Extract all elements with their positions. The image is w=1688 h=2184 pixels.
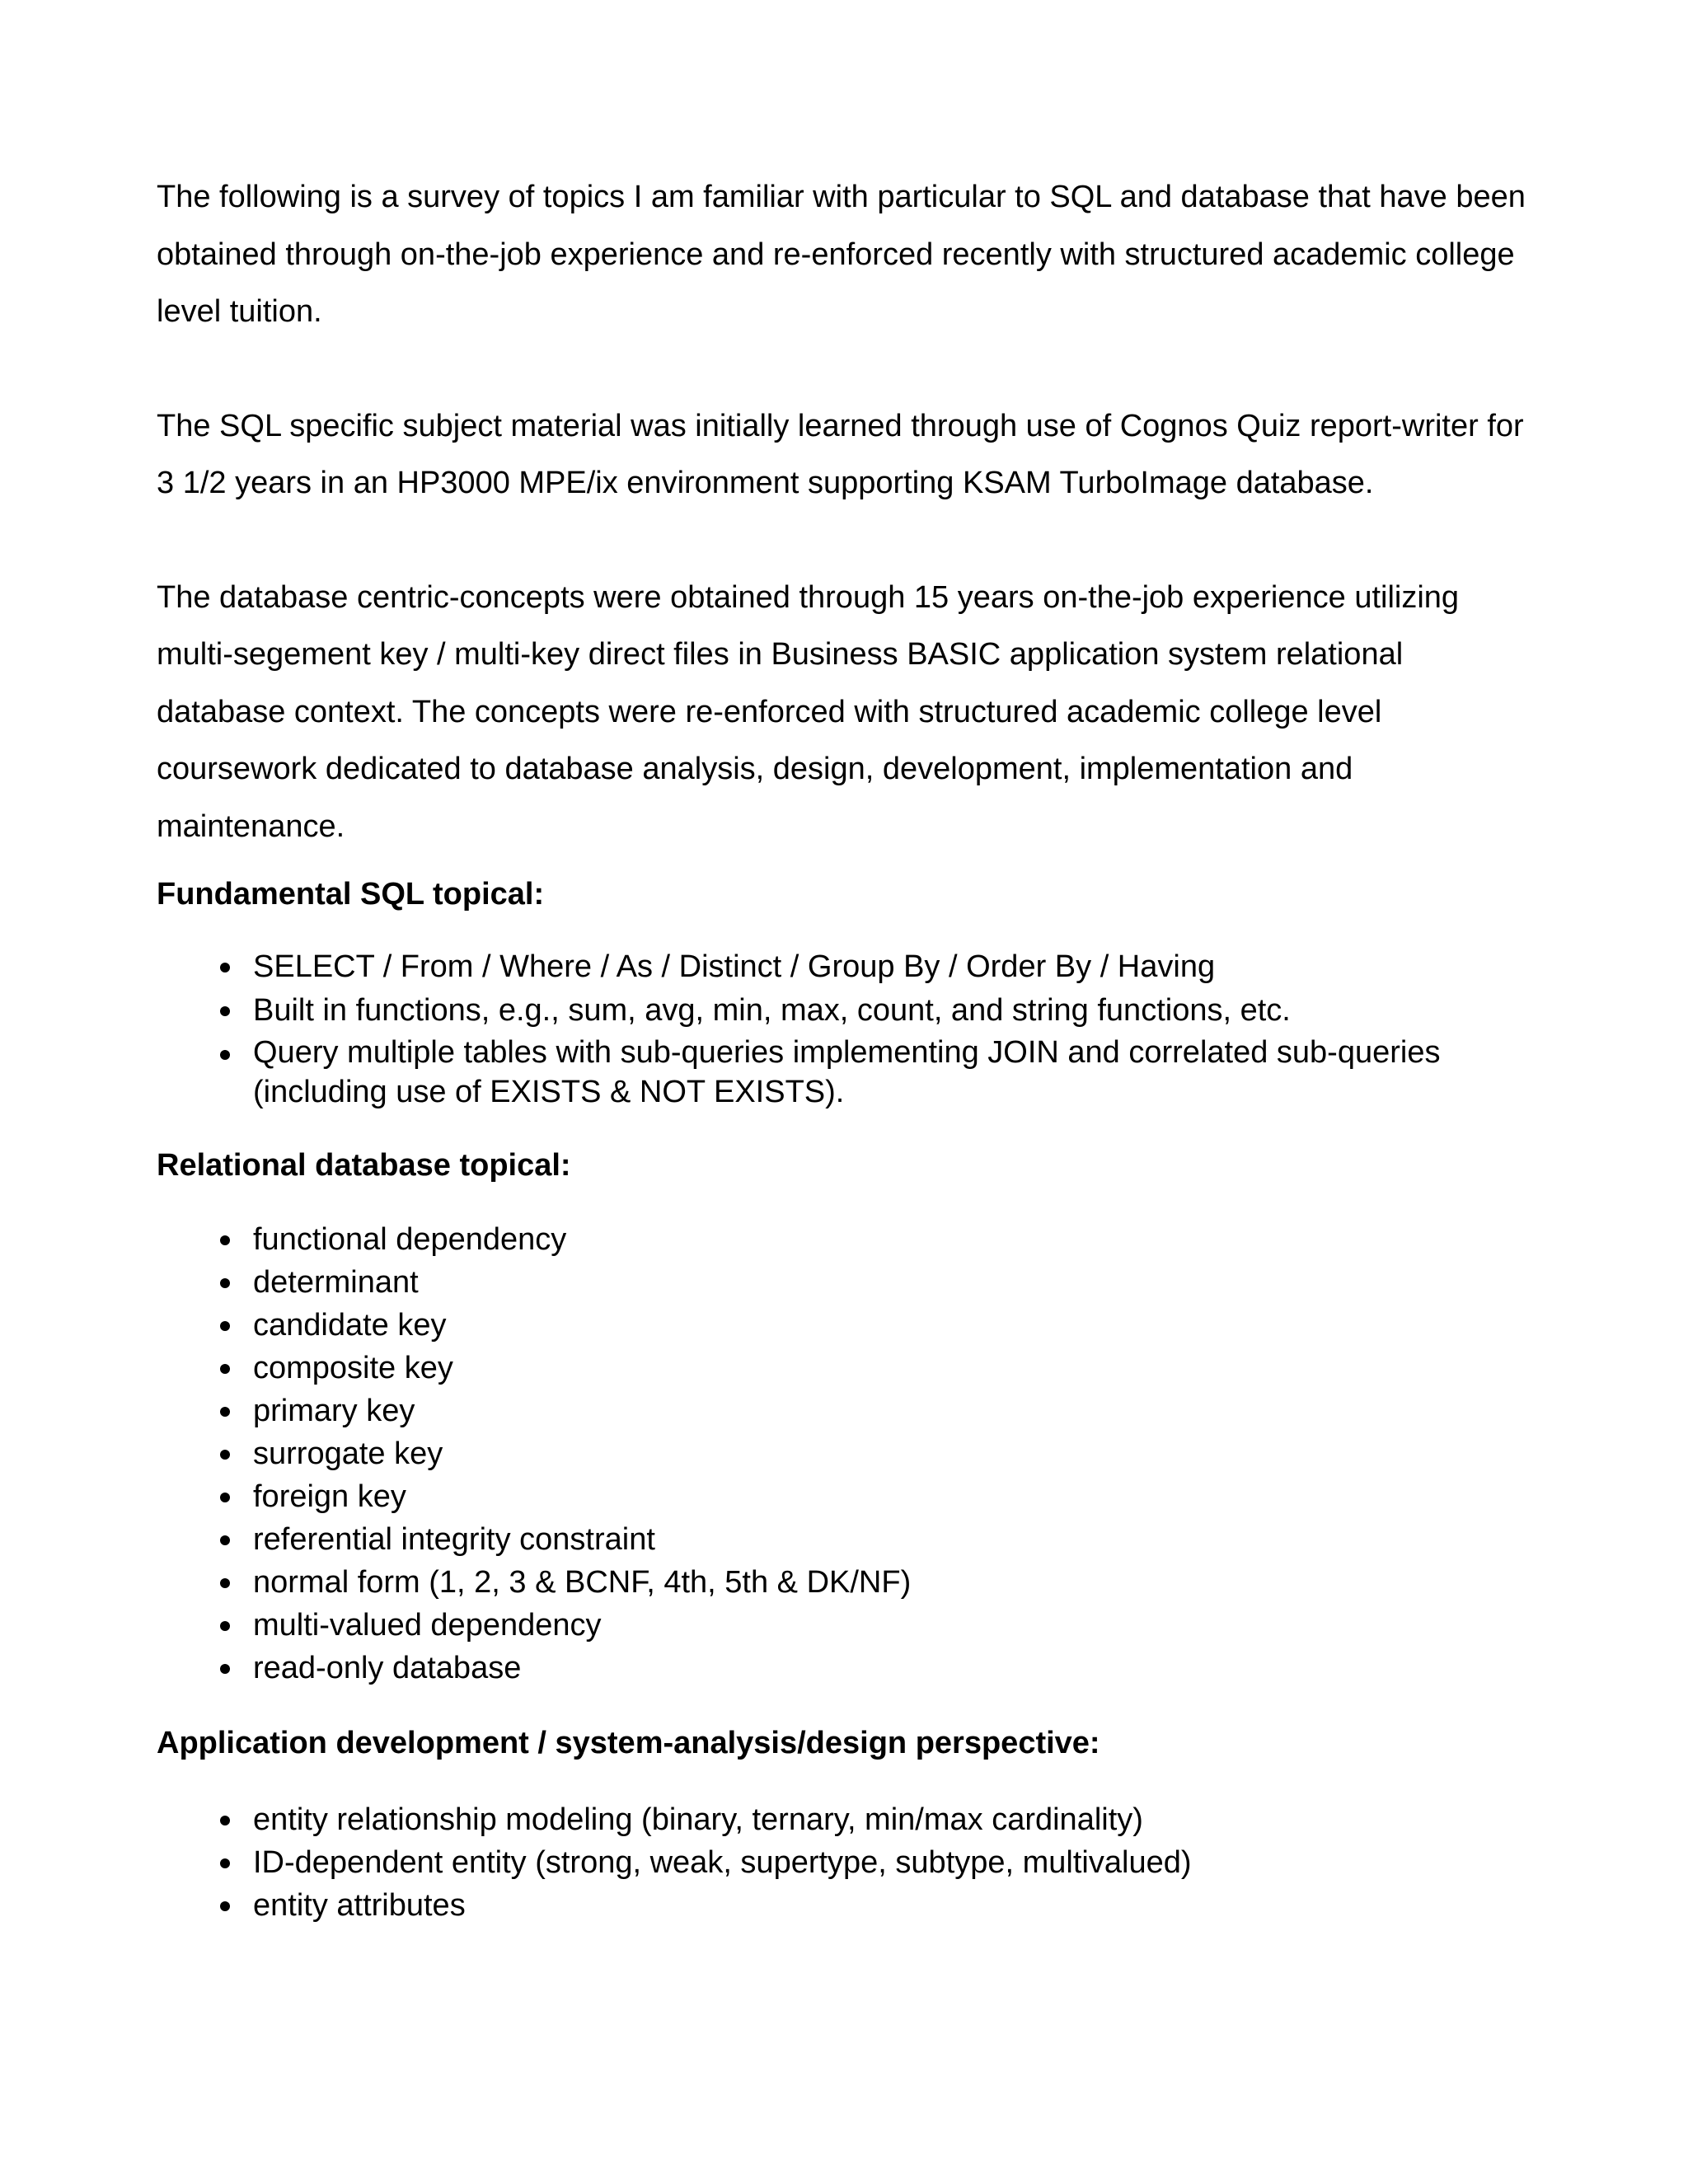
list-item: Query multiple tables with sub-queries implementing JOIN and correlated sub-queries (including use of EXISTS & NOT EXISTS).: [253, 1033, 1533, 1112]
list-item: surrogate key: [253, 1432, 1533, 1475]
list-item: normal form (1, 2, 3 & BCNF, 4th, 5th & DK/NF): [253, 1561, 1533, 1604]
list-item: Built in functions, e.g., sum, avg, min, max, count, and string functions, etc.: [253, 989, 1533, 1033]
list-item: SELECT / From / Where / As / Distinct / Group By / Order By / Having: [253, 945, 1533, 989]
section-heading-fundamental-sql: Fundamental SQL topical:: [157, 877, 545, 912]
list-item: functional dependency: [253, 1218, 1533, 1261]
list-item: multi-valued dependency: [253, 1604, 1533, 1647]
sql-background-paragraph: The SQL specific subject material was initially learned through use of Cognos Quiz report-writer for 3 1/2 years in an HP3000 MPE/ix environment supporting KSAM TurboImage database.: [157, 408, 1524, 500]
list-item: entity relationship modeling (binary, ternary, min/max cardinality): [253, 1798, 1533, 1841]
list-item: determinant: [253, 1261, 1533, 1304]
list-item: ID-dependent entity (strong, weak, supertype, subtype, multivalued): [253, 1841, 1533, 1884]
database-background-paragraph: The database centric-concepts were obtained through 15 years on-the-job experience utilizing multi-segement key / multi-key direct files in Business BASIC application system relational database context. The concepts were re-enforced with structured academic college level coursework dedicated to database analysis, design, development, implementation and maintenance.: [157, 579, 1460, 844]
list-item: candidate key: [253, 1304, 1533, 1347]
list-item: foreign key: [253, 1475, 1533, 1518]
list-item: referential integrity constraint: [253, 1518, 1533, 1561]
intro-paragraph: The following is a survey of topics I am familiar with particular to SQL and database that have been obtained through on-the-job experience and re-enforced recently with structured academic college level tuition.: [157, 180, 1526, 329]
list-item: primary key: [253, 1390, 1533, 1432]
list-item: composite key: [253, 1347, 1533, 1390]
document-page: [157, 169, 1533, 1927]
section-heading-application-development: Application development / system-analysis/design perspective:: [157, 1726, 1100, 1760]
list-item: read-only database: [253, 1647, 1533, 1690]
section-heading-relational-database: Relational database topical:: [157, 1148, 571, 1183]
relational-database-list: [157, 1218, 1533, 1690]
list-item: entity attributes: [253, 1884, 1533, 1927]
fundamental-sql-list: [157, 945, 1533, 1112]
application-development-list: [157, 1798, 1533, 1927]
